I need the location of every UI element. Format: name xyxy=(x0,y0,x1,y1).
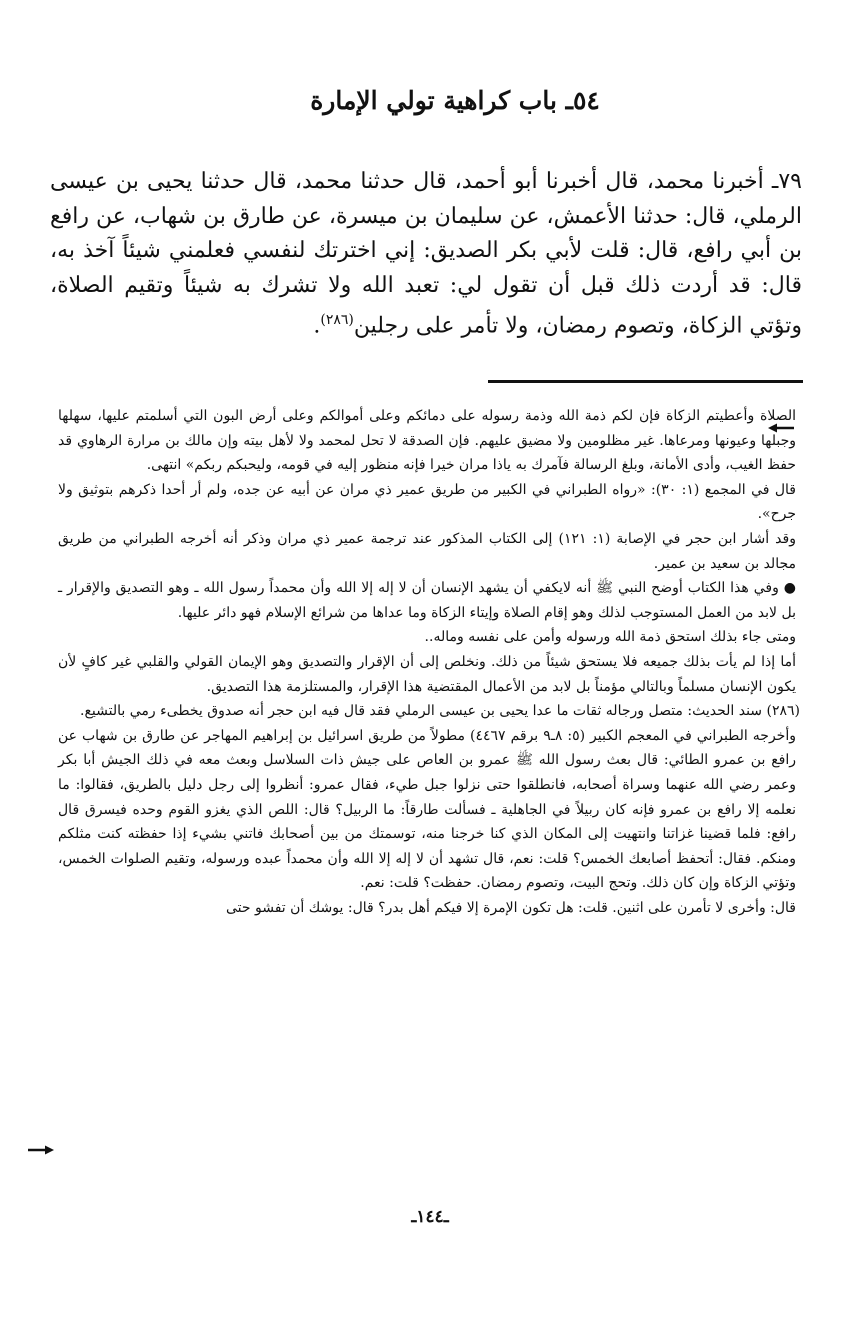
footnote-continued-paragraph: ومتى جاء بذلك استحق ذمة الله ورسوله وأمن على نفسه وماله.. xyxy=(424,629,796,646)
footnotes-section xyxy=(58,404,800,920)
footnote-286-extra: وأخرجه الطبراني في المعجم الكبير (٥: ٨ـ٩ برقم ٤٤٦٧) مطولاً من طريق اسرائيل بن إبراهيم المهاجر عن طارق بن شهاب عن رافع بن عمرو الطائي: قال بعث رسول الله ﷺ عمرو بن العاص على جيش ذات السلاسل وبعث معه في ذلك الجيش أبا بكر وعمر رضي الله عنهما وسراة أصحابه، فانطلقوا حتى نزلوا جبل طيء، فقال عمرو: أنظروا إلى رجل دليل بالطريق، فقالوا: ما نعلمه إلا رافع بن عمرو فإنه كان ربيلاً في الجاهلية ـ فسألت طارقاً: ما الربيل؟ قال: اللص الذي يغزو القوم وحده فيسرق قال رافع: فلما قضينا غزاتنا وانتهيت إلى المكان الذي كنا خرجنا منه، توسمتك من بين أصحابك فاتني بشيء إذا حفظته كنت مثلكم ومنكم. فقال: أتحفظ أصابعك الخمس؟ قلت: نعم، قال تشهد أن لا إله إلا الله وأن محمداً عبده ورسوله، وتقيم الصلوات الخمس، وتؤتي الزكاة وإن كان ذلك. وتحج البيت، وتصوم رمضان. حفظت؟ قلت: نعم. xyxy=(58,727,796,892)
footnote-continued-paragraph: أما إذا لم يأت بذلك جميعه فلا يستحق شيئاً من ذلك. ونخلص إلى أن الإقرار والتصديق وهو الإيمان القولي والقلبي غير كافٍ لأن يكون الإنسان مسلماً وبالتالي مؤمناً بل لابد من الأعمال المقتضية هذا الإقرار، والمستلزمة هذا التصديق. xyxy=(58,653,796,695)
footnote-continued-paragraph: الصلاة وأعطيتم الزكاة فإن لكم ذمة الله وذمة رسوله على دمائكم وعلى أموالكم وعلى أرض البون التي أسلمتم عليها، سهلها وجبلها وعيونها ومرعاها. غير مظلومين ولا مضيق عليهم. فإن الصدقة لا تحل لمحمد ولا لأهل بيته وإن مالك بن مرارة الرهاوي قد حفظ الغيب، وأدى الأمانة، وبلغ الرسالة فآمرك به ياذا مران خيرا فإنه منظور إليه في قومه، وليحبكم ربكم» انتهى. xyxy=(58,408,796,474)
chapter-title: ٥٤ـ باب كراهية تولي الإمارة xyxy=(310,86,600,115)
page-number: ـ١٤٤ـ xyxy=(411,1207,449,1227)
footnote-286 xyxy=(58,699,800,724)
continuation-arrow-icon xyxy=(28,1145,54,1155)
hadith-text-block xyxy=(50,165,802,344)
hadith-footnote-ref: (٢٨٦) xyxy=(320,312,354,328)
hadith-paragraph xyxy=(50,165,802,344)
footnote-continued-paragraph: وقد أشار ابن حجر في الإصابة (١: ١٢١) إلى الكتاب المذكور عند ترجمة عمير ذي مران وذكر أنه أخرجه الطبراني من طريق مجالد بن سعيد بن عمير. xyxy=(58,530,796,572)
hadith-text: ٧٩ـ أخبرنا محمد، قال أخبرنا أبو أحمد، قال حدثنا محمد، قال حدثنا يحيى بن عيسى الرملي، قال: حدثنا الأعمش، عن سليمان بن ميسرة، عن طارق بن شهاب، عن رافع بن أبي رافع، قال: قلت لأبي بكر الصديق: إني اخترتك لنفسي فعلمني شيئاً آخذ به، قال: قد أردت ذلك قبل أن تقول لي: تعبد الله ولا تشرك به شيئاً وتقيم الصلاة، وتؤتي الزكاة، وتصوم رمضان، ولا تأمر على رجلين xyxy=(50,169,802,339)
hadith-end-mark: . xyxy=(313,313,321,339)
footnote-number: (٢٨٦) xyxy=(766,703,800,720)
footnote-286-last-line: قال: وأخرى لا تأمرن على اثنين. قلت: هل تكون الإمرة إلا فيكم أهل بدر؟ قال: يوشك أن تفشو حتى xyxy=(225,899,796,916)
footnote-continued-paragraph: قال في المجمع (١: ٣٠): «رواه الطبراني في الكبير من طريق عمير ذي مران عن أبيه عن جده، ولم أر أحدا ذكرهم بتوثيق ولا جرح». xyxy=(58,481,796,523)
footnote-286-text: سند الحديث: متصل ورجاله ثقات ما عدا يحيى بن عيسى الرملي فقد قال فيه ابن حجر أنه صدوق يخطىء رمي بالتشيع. xyxy=(80,703,763,720)
footnote-divider xyxy=(488,380,803,383)
footnote-continued-paragraph: ● وفي هذا الكتاب أوضح النبي ﷺ أنه لايكفي أن يشهد الإنسان أن لا إله إلا الله وأن محمداً رسول الله ـ وهو التصديق والإقرار ـ بل لابد من العمل المستوجب لذلك وهو إقام الصلاة وإيتاء الزكاة وما عداها من شرائع الإسلام فهو دائر عليها. xyxy=(58,580,796,621)
